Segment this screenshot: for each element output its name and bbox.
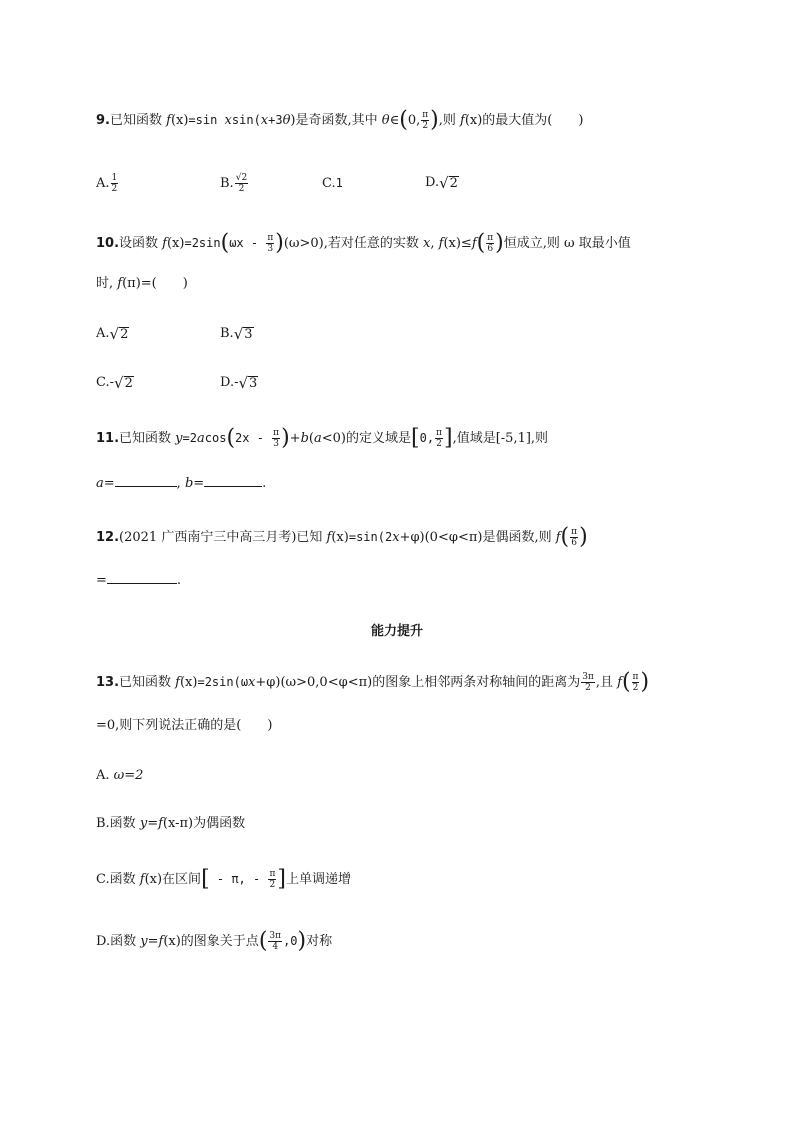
math-text: =sin xyxy=(188,113,225,127)
math-var: x xyxy=(260,113,269,128)
sqrt: √ 3 xyxy=(233,324,253,343)
question-10-stem-cont: 时, f(π)=( ) xyxy=(96,276,188,291)
question-13-stem: 13.已知函数 f(x)=2sin(ωx+φ)(ω>0,0<φ<π)的图象上相邻两条对称轴间的距离为 $\frac{3\pi}{2}$ ,且 f( $\frac{\pi}{2}$ ) xyxy=(96,669,650,695)
question-9-stem xyxy=(96,107,584,133)
fraction: $\frac{√2}{2}$ xyxy=(235,173,248,194)
option-a[interactable]: A. ω=2 xyxy=(96,768,144,783)
source-note: (2021 广西南宁三中高三月考) xyxy=(119,530,297,545)
fraction: $\frac{\pi}{3}$ xyxy=(273,428,280,449)
sqrt-sign: √ xyxy=(439,173,449,192)
question-number: 12. xyxy=(96,530,120,545)
left-paren: ( xyxy=(399,107,408,133)
fraction: $\frac{\pi}{2}$ xyxy=(269,869,276,890)
stem-text: ,则 xyxy=(438,113,460,128)
fraction: $\frac{\pi}{2}$ xyxy=(422,110,429,131)
option-b[interactable]: B.函数 y=f(x-π)为偶函数 xyxy=(96,816,246,831)
math-var: f xyxy=(166,113,171,128)
math-var: f xyxy=(460,113,465,128)
sqrt: √ 2 xyxy=(439,173,458,192)
option-c[interactable]: C.1 xyxy=(322,176,343,191)
question-12-stem: 12.(2021 广西南宁三中高三月考)已知 f(x)=sin(2x+φ)(0<φ<π)是偶函数,则 f( $\frac{\pi}{6}$ ) xyxy=(96,524,588,550)
math-var: θ xyxy=(282,113,291,128)
option-a[interactable]: A. $\frac{1}{2}$ xyxy=(96,173,118,194)
fraction: $\frac{\pi}{2}$ xyxy=(632,672,639,693)
option-a[interactable]: A. √ 2 xyxy=(96,324,129,343)
math-text: (x) xyxy=(170,113,189,128)
math-text: +3 xyxy=(268,113,283,127)
stem-text: 的最大值为( ) xyxy=(482,113,584,128)
question-11-stem: 11.已知函数 y=2acos(2x - $\frac{\pi}{3}$ )+b(a<0)的定义域是[0, $\frac{\pi}{2}$ ],值域是[-5,1],则 xyxy=(96,425,549,451)
fraction: $\frac{\pi}{3}$ xyxy=(267,233,274,254)
sqrt-sign: √ xyxy=(235,173,242,183)
option-b[interactable]: B. $\frac{√2}{2}$ xyxy=(220,173,248,194)
math-var: x xyxy=(224,113,232,128)
stem-text: )是奇函数,其中 xyxy=(290,113,382,128)
sqrt: √ 3 xyxy=(238,373,258,392)
option-d[interactable]: D. √ 2 xyxy=(425,173,458,192)
math-var: θ xyxy=(381,113,390,128)
question-number: 9. xyxy=(96,113,110,128)
question-12-answer-line: = . xyxy=(96,573,182,588)
question-number: 11. xyxy=(96,431,120,446)
question-13-stem-cont: =0,则下列说法正确的是( ) xyxy=(96,718,273,733)
option-c[interactable]: C.函数 f(x)在区间[ - π, - $\frac{\pi}{2}$ ]上单调递增 xyxy=(96,866,351,892)
answer-blank-a[interactable] xyxy=(115,474,177,487)
stem-text: 已知函数 xyxy=(109,113,167,128)
option-c[interactable]: C.- √ 2 xyxy=(96,373,133,392)
fraction: $\frac{3\pi}{2}$ xyxy=(582,672,594,693)
answer-blank-b[interactable] xyxy=(204,474,262,487)
fraction: $\frac{3\pi}{4}$ xyxy=(269,931,282,952)
option-b[interactable]: B. √ 3 xyxy=(220,324,253,343)
section-title: 能力提升 xyxy=(370,624,423,639)
option-d[interactable]: D.- √ 3 xyxy=(220,373,258,392)
question-10-stem: 10.设函数 f(x)=2sin(ωx - $\frac{\pi}{3}$ )(ω>0),若对任意的实数 x, f(x)≤f( $\frac{\pi}{6}$ )恒成立,则 ω 取最小值 xyxy=(96,230,631,256)
right-paren: ) xyxy=(430,107,439,133)
fraction: $\frac{\pi}{6}$ xyxy=(571,527,578,548)
fraction: $\frac{\pi}{2}$ xyxy=(436,428,442,449)
math-text: ∈ xyxy=(389,113,400,128)
question-number: 10. xyxy=(96,236,120,251)
sqrt: √ 2 xyxy=(109,324,129,343)
sqrt: √ 2 xyxy=(114,373,133,392)
answer-blank[interactable] xyxy=(107,571,177,584)
fraction: $\frac{\pi}{6}$ xyxy=(487,233,494,254)
question-11-answer-line: a= , b= . xyxy=(96,476,267,491)
math-text: sin( xyxy=(231,113,261,127)
fraction: $\frac{1}{2}$ xyxy=(111,173,118,194)
math-text: (x) xyxy=(464,113,483,128)
question-number: 13. xyxy=(96,675,120,690)
math-text: 0, xyxy=(407,113,421,128)
option-d[interactable]: D.函数 y=f(x)的图象关于点( $\frac{3\pi}{4}$ ,0)对称 xyxy=(96,928,333,954)
